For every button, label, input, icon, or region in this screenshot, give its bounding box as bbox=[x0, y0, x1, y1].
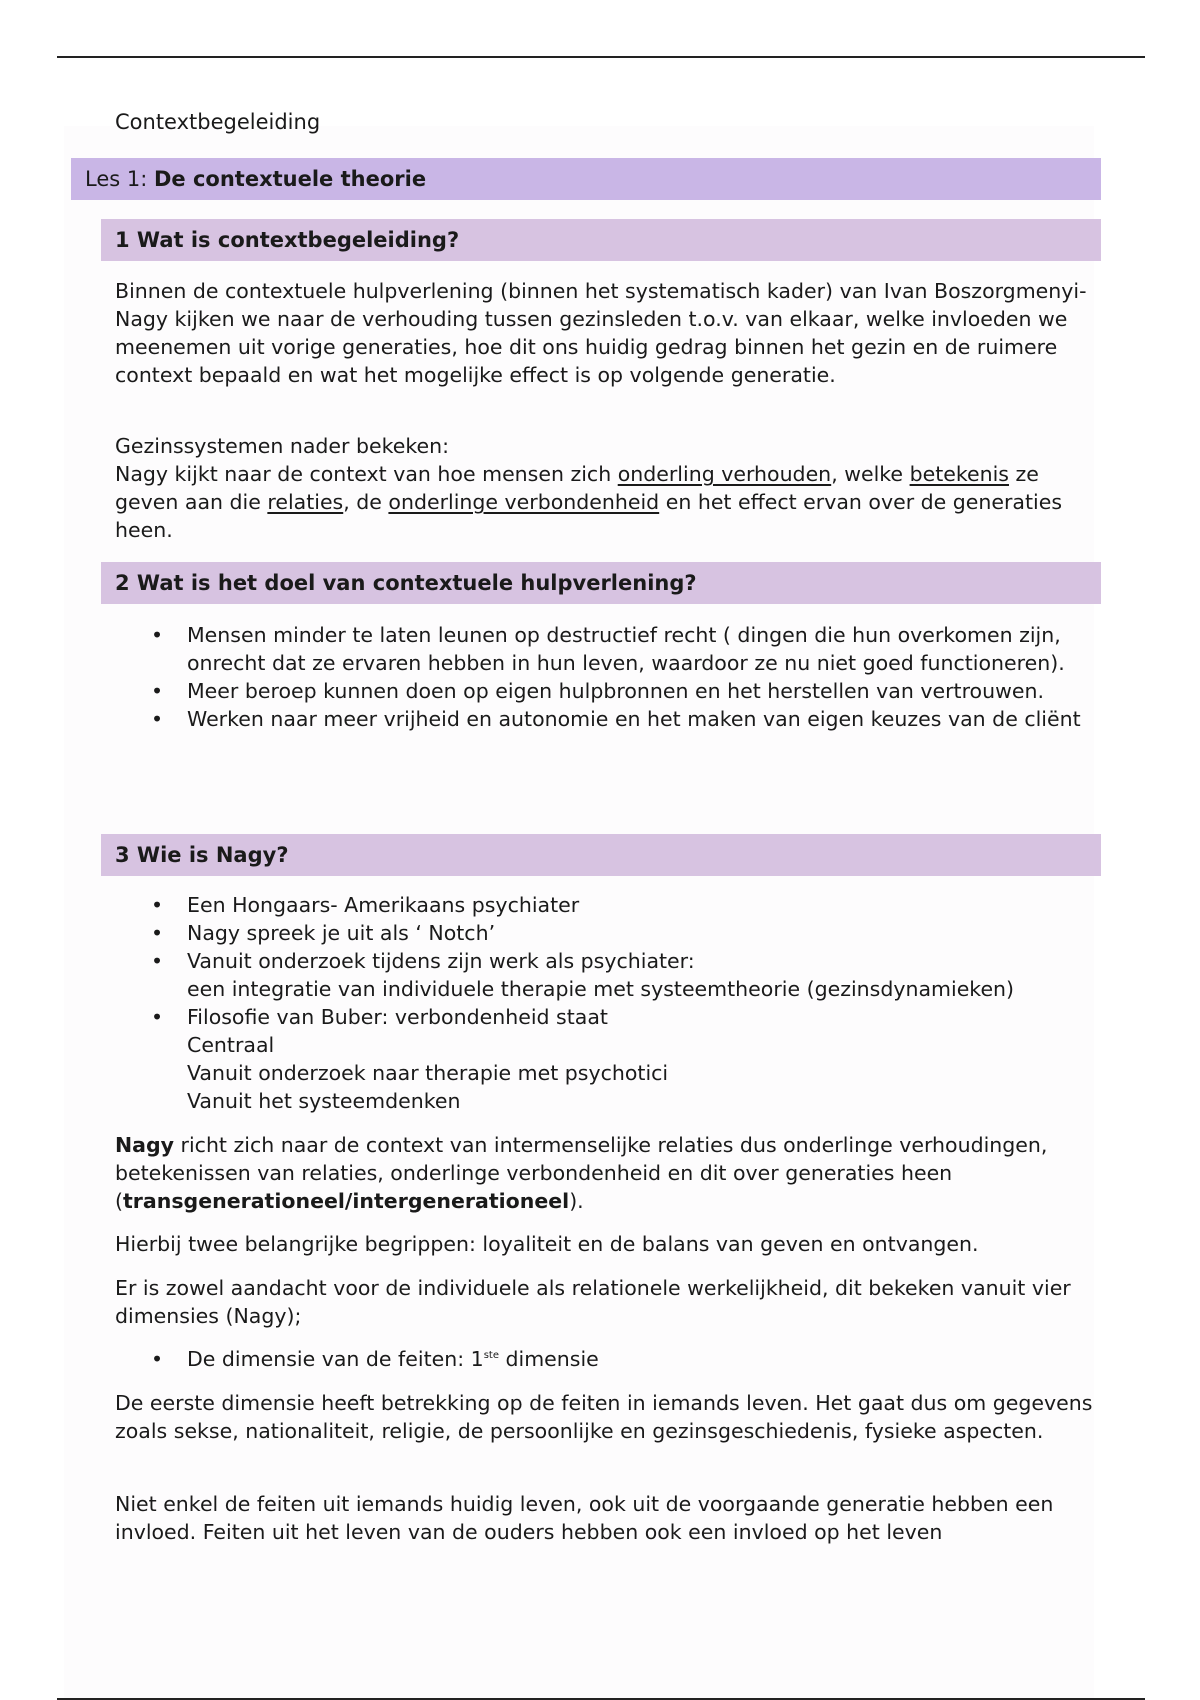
top-rule bbox=[57, 56, 1145, 58]
text-run: Nagy kijkt naar de context van hoe mensen zich bbox=[115, 462, 618, 486]
superscript: ste bbox=[483, 1350, 499, 1362]
lesson-title: De contextuele theorie bbox=[153, 167, 427, 191]
underlined-term: onderlinge verbondenheid bbox=[388, 490, 660, 514]
section1-paragraph: Binnen de contextuele hulpverlening (binnen het systematisch kader) van Ivan Boszorgmenyi-Nagy kijken we naar de verhouding tussen gezinsleden t.o.v. van elkaar, welke invloeden we meenemen uit vorige generaties, hoe dit ons huidig gedrag binnen het gezin en de ruimere context bepaald en wat het mogelijke effect is op volgende generatie. bbox=[115, 279, 1087, 387]
list-item: • Meer beroep kunnen doen op eigen hulpbronnen en het herstellen van vertrouwen. bbox=[115, 677, 1105, 705]
list-item-line: Vanuit het systeemdenken bbox=[187, 1089, 461, 1113]
section2-heading: 2 Wat is het doel van contextuele hulpverlening? bbox=[101, 562, 1101, 604]
list-item: • Nagy spreek je uit als ‘ Notch’ bbox=[115, 919, 1105, 947]
list-item bbox=[115, 1003, 1105, 1115]
list-item: • Een Hongaars- Amerikaans psychiater bbox=[115, 891, 1105, 919]
list-item bbox=[115, 947, 1105, 1003]
text-run: De dimensie van de feiten: 1 bbox=[187, 1347, 484, 1371]
nagy-context-text bbox=[115, 460, 1105, 544]
text-run: dimensie bbox=[498, 1347, 599, 1371]
lesson-prefix: Les 1: bbox=[85, 167, 154, 191]
list-item-line: Vanuit onderzoek naar therapie met psychotici bbox=[187, 1061, 669, 1085]
section3-heading: 3 Wie is Nagy? bbox=[101, 834, 1101, 876]
bold-term: Nagy bbox=[115, 1133, 175, 1157]
gezinssystemen-paragraph bbox=[115, 432, 1105, 544]
begrippen-paragraph: Hierbij twee belangrijke begrippen: loyaliteit en de balans van geven en ontvangen. bbox=[115, 1232, 979, 1256]
goals-list bbox=[115, 621, 1105, 733]
underlined-term: onderling verhouden bbox=[617, 462, 832, 486]
text-run: ze geven aan die bbox=[115, 462, 1039, 514]
gezinssystemen-heading: Gezinssystemen nader bekeken: bbox=[115, 434, 450, 458]
section1-heading: 1 Wat is contextbegeleiding? bbox=[101, 219, 1101, 261]
dimension-paragraph: De eerste dimensie heeft betrekking op de feiten in iemands leven. Het gaat dus om gegevens zoals sekse, nationaliteit, religie, de persoonlijke en gezinsgeschiedenis, fysieke aspecten. bbox=[115, 1391, 1093, 1443]
underlined-term: betekenis bbox=[909, 462, 1009, 486]
nagy-list bbox=[115, 891, 1105, 1115]
list-item-line: • Filosofie van Buber: verbondenheid staat bbox=[187, 1005, 608, 1029]
list-item-line: • Vanuit onderzoek tijdens zijn werk als psychiater: bbox=[187, 949, 695, 973]
underlined-term: relaties bbox=[267, 490, 344, 514]
text-run: en het effect ervan over de generaties heen. bbox=[115, 490, 1063, 542]
dimension-paragraph-2: Niet enkel de feiten uit iemands huidig leven, ook uit de voorgaande generatie hebben een invloed. Feiten uit het leven van de ouders hebben ook een invloed op het leven bbox=[115, 1492, 1054, 1544]
list-item: • Werken naar meer vrijheid en autonomie en het maken van eigen keuzes van de cliënt bbox=[115, 705, 1105, 733]
list-item-line: een integratie van individuele therapie met systeemtheorie (gezinsdynamieken) bbox=[187, 977, 1015, 1001]
aandacht-paragraph: Er is zowel aandacht voor de individuele als relationele werkelijkheid, dit bekeken vanuit vier dimensies (Nagy); bbox=[115, 1276, 1071, 1328]
document-title: Contextbegeleiding bbox=[115, 110, 321, 134]
list-item bbox=[115, 1345, 1105, 1373]
bold-term: transgenerationeel/intergenerationeel bbox=[123, 1189, 570, 1213]
text-run: , de bbox=[343, 490, 389, 514]
lesson-header bbox=[71, 158, 1101, 200]
list-item-line: Centraal bbox=[187, 1033, 275, 1057]
text-run: ). bbox=[569, 1189, 584, 1213]
text-run: richt zich naar de context van intermenselijke relaties dus onderlinge verhoudingen, betekenissen van relaties, onderlinge verbondenheid en dit over generaties heen ( bbox=[115, 1133, 1048, 1213]
nagy-paragraph bbox=[115, 1131, 1105, 1215]
list-item: • Mensen minder te laten leunen op destructief recht ( dingen die hun overkomen zijn, onrecht dat ze ervaren hebben in hun leven, waardoor ze nu niet goed functioneren). bbox=[115, 621, 1105, 677]
text-run: , welke bbox=[831, 462, 910, 486]
dimension-list bbox=[115, 1345, 1105, 1373]
